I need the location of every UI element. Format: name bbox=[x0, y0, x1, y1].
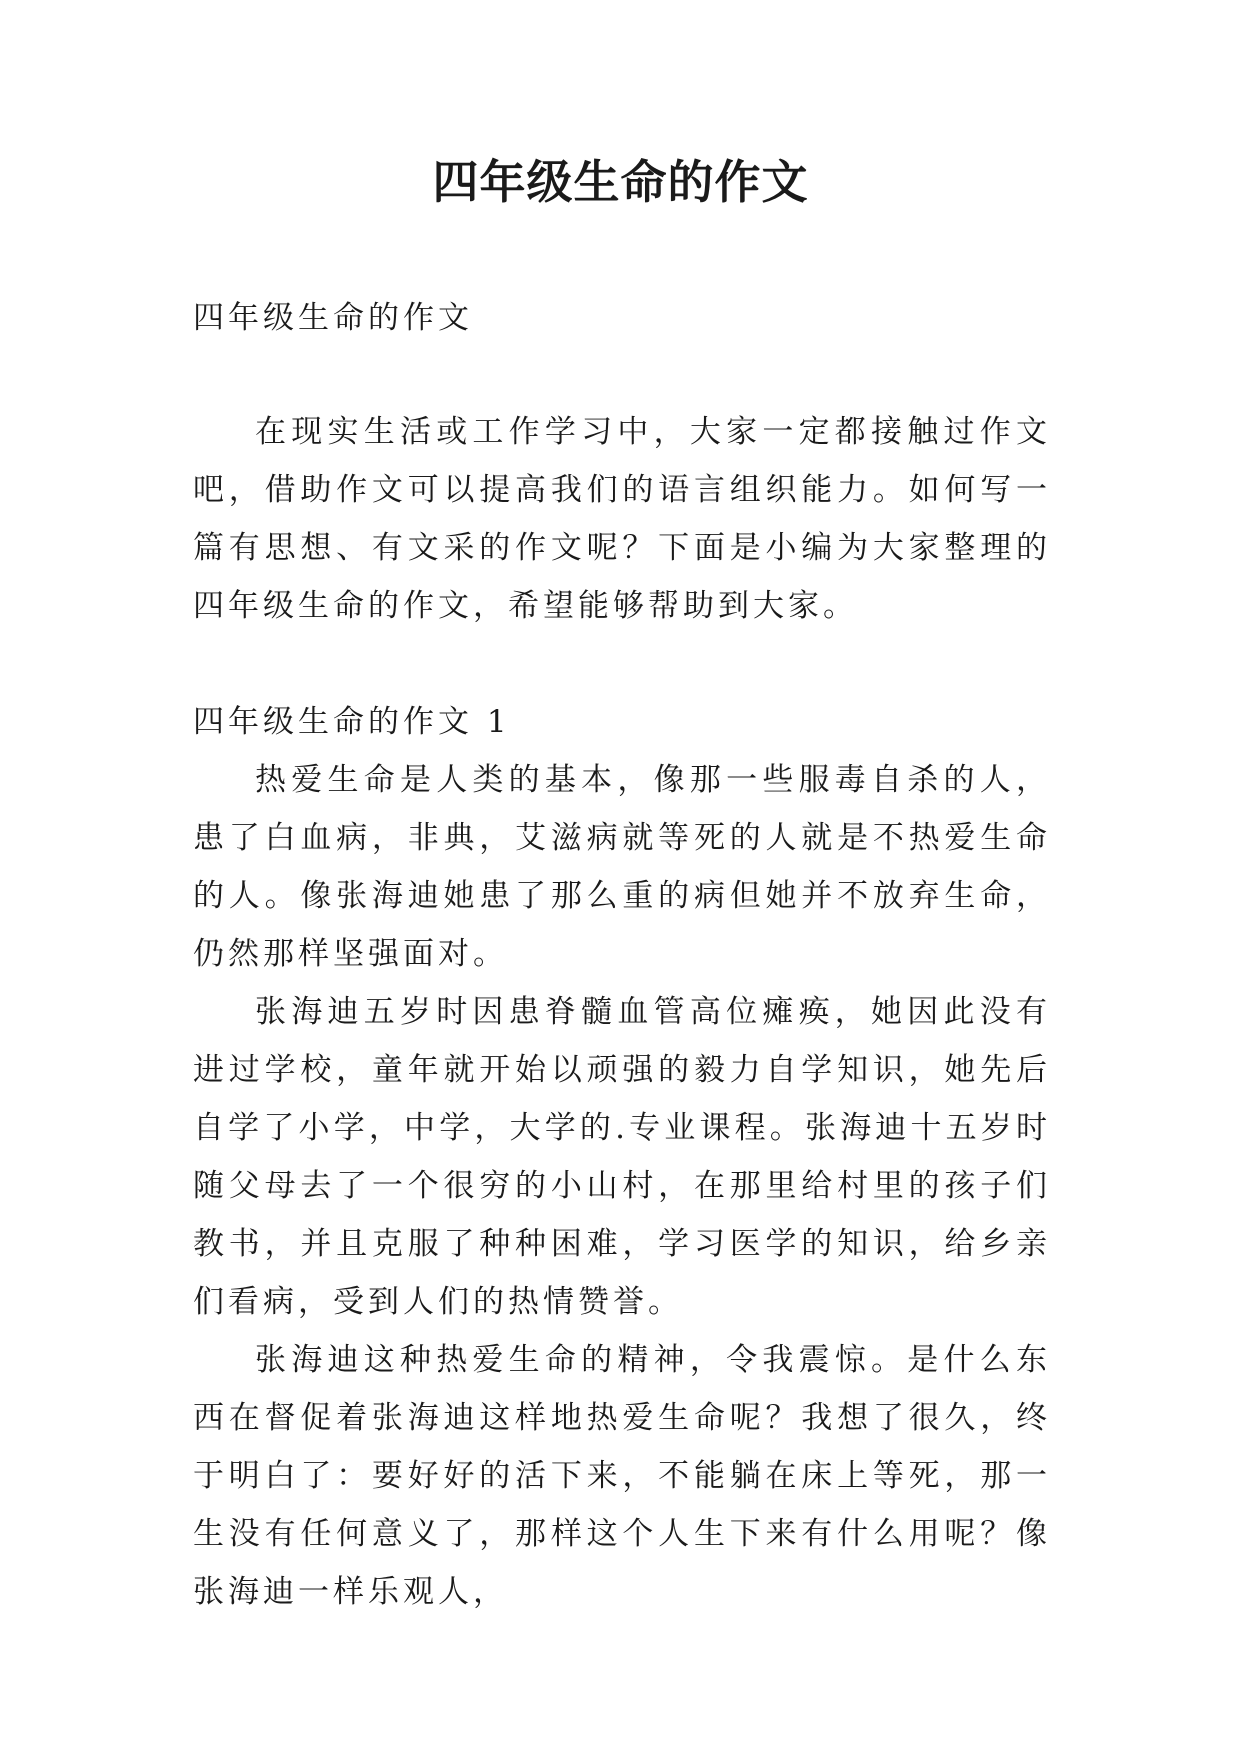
page-title: 四年级生命的作文 bbox=[432, 155, 809, 209]
essay-paragraph-1: 热爱生命是人类的基本，像那一些服毒自杀的人，患了白血病，非典，艾滋病就等死的人就是不热爱生命的人。像张海迪她患了那么重的病但她并不放弃生命，仍然那样坚强面对。 bbox=[193, 762, 1051, 972]
section-heading: 四年级生命的作文 1 bbox=[193, 704, 511, 740]
intro-section bbox=[193, 403, 1051, 635]
essay-body bbox=[193, 751, 1051, 1621]
essay-paragraph-3: 张海迪这种热爱生命的精神，令我震惊。是什么东西在督促着张海迪这样地热爱生命呢？我想了很久，终于明白了：要好好的活下来，不能躺在床上等死，那一生没有任何意义了，那样这个人生下来有什么用呢？像张海迪一样乐观人， bbox=[193, 1342, 1051, 1610]
document-subtitle: 四年级生命的作文 bbox=[193, 300, 473, 336]
essay-paragraph-2: 张海迪五岁时因患脊髓血管高位瘫痪，她因此没有进过学校，童年就开始以顽强的毅力自学知识，她先后自学了小学，中学，大学的.专业课程。张海迪十五岁时随父母去了一个很穷的小山村，在那里给村里的孩子们教书，并且克服了种种困难，学习医学的知识，给乡亲们看病，受到人们的热情赞誉。 bbox=[193, 994, 1051, 1320]
intro-paragraph: 在现实生活或工作学习中，大家一定都接触过作文吧，借助作文可以提高我们的语言组织能力。如何写一篇有思想、有文采的作文呢？下面是小编为大家整理的四年级生命的作文，希望能够帮助到大家。 bbox=[193, 414, 1051, 624]
